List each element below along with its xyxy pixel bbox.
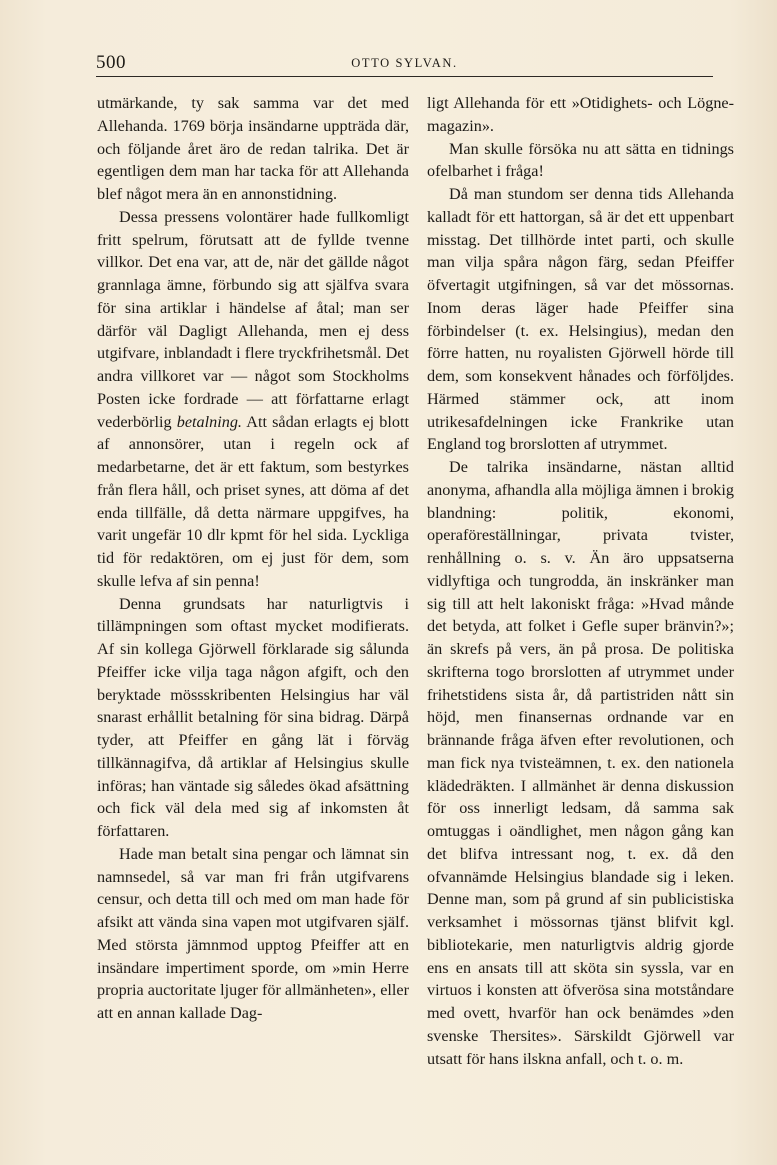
paragraph: Denna grundsats har naturligtvis i tillämpningen som oftast mycket modifierats. Af sin kollega Gjörwell förklarade sig sålunda Pfeiffer icke vilja taga någon afgift, och den beryktade mössskribenten Helsingius har väl snarast erhållit betalning för sina bidrag. Därpå tyder, att Pfeiffer en gång lät i förväg tillkännagifva, då artiklar af Helsingius skulle införas; han väntade sig således ökad afsättning och fick väl dela med sig af inkomsten åt författaren. — [97, 594, 409, 840]
paragraph: Hade man betalt sina pengar och lämnat sin namnsedel, så var man fri från utgifvarens censur, och detta till och med om man hade för afsikt att vända sina vapen mot utgifvaren själf. Med största jämnmod upptog Pfeiffer att en insändare impertiment sporde, om »min Herre propria auctoritate ljuger för allmänheten», eller att en annan kallade Dag- — [97, 844, 409, 1022]
paragraph-text: Dessa pressens volontärer hade fullkomligt fritt spelrum, förutsatt att de fyllde tvenne villkor. Det ena var, att de, när det gällde något grannlaga ämne, förbundo sig att själfva svara för sina artiklar i händelse af åtal; man ser därför väl Dagligt Allehanda, men ej dess utgifvare, inblandadt i flere tryckfrihetsmål. Det andra villkoret var — något som Stockholms Posten icke fordrade — att författarne erlagt vederbörlig — [97, 207, 409, 431]
emphasis-text: betalning. — [176, 412, 242, 431]
paragraph-text: Att sådan erlagts ej blott af annonsörer, utan i regeln ock af medarbetarne, det är ett faktum, som bestyrkes från flera håll, och priset synes, att döma af det enda tillfälle, då detta närmare uppgifves, ha varit ungefär 10 dlr kpmt för hel sida. Lyckliga tid för redaktören, om ej just för dem, som skulle lefva af sin penna! — [97, 412, 409, 590]
paragraph: ligt Allehanda för ett »Otidighets- och Lögne-magazin». — [427, 94, 734, 135]
running-title: OTTO SYLVAN. — [351, 56, 458, 70]
page-number: 500 — [96, 52, 126, 73]
paragraph: Då man stundom ser denna tids Allehanda kalladt för ett hattorgan, så är det ett uppenbart misstag. Det tillhörde intet parti, och skulle man vilja spåra någon färg, sedan Pfeiffer öfvertagit utgifningen, så var det mössornas. Inom deras läger hade Pfeiffer sina förbindelser (t. ex. Helsingius), medan den förre hatten, nu royalisten Gjörwell hörde till dem, som konsekvent hånades och förföljdes. Härmed stämmer ock, att inom utrikesafdelningen icke Frankrike utan England tog brorslotten af utrymmet. — [427, 185, 734, 454]
paragraph — [97, 206, 409, 593]
right-column — [427, 92, 734, 1070]
left-column — [97, 92, 409, 1025]
page-header — [96, 50, 713, 76]
header-rule — [96, 76, 713, 77]
paragraph: Man skulle försöka nu att sätta en tidnings ofelbarhet i fråga! — [427, 139, 734, 181]
paragraph: De talrika insändarne, nästan alltid anonyma, afhandla alla möjliga ämnen i brokig blandning: politik, ekonomi, operaföreställningar, privata tvister, renhållning o. s. v. Än äro uppsatserna vidlyftiga och tungrodda, än inskränker man sig till att helt lakoniskt fråga: »Hvad månde det betyda, att folket i Gefle super bränvin?»; än skrefs på vers, än på prosa. De politiska skrifterna togo brorslotten af utrymmet under frihetstidens sista år, då partistriden nått sin höjd, men finansernas ordnande var en brännande fråga äfven efter revolutionen, och man fick nya tvisteämnen, t. ex. den nationela klädedräkten. I allmänhet är denna diskussion för oss innerligt ledsam, då samma sak omtuggas i oändlighet, men någon gång kan det blifva intressant nog, t. ex. då den ofvannämde Helsingius blandade sig i leken. Denne man, som på grund af sin publicistiska verksamhet i mössornas tjänst blifvit kgl. bibliotekarie, men naturligtvis aldrig gjorde ens en ansats till att sköta sin syssla, var en virtuos i konsten att öfverösa sina motståndare med ovett, hvarför han ock benämdes »den svenske Thersites». Särskildt Gjörwell var utsatt för hans ilskna anfall, och t. o. m. — [427, 458, 734, 1068]
paragraph: utmärkande, ty sak samma var det med Allehanda. 1769 börja insändarne uppträda där, och följande året äro de redan talrika. Det är egentligen dem man har tacka för att Allehanda blef något mera än en annonstidning. — [97, 94, 409, 203]
